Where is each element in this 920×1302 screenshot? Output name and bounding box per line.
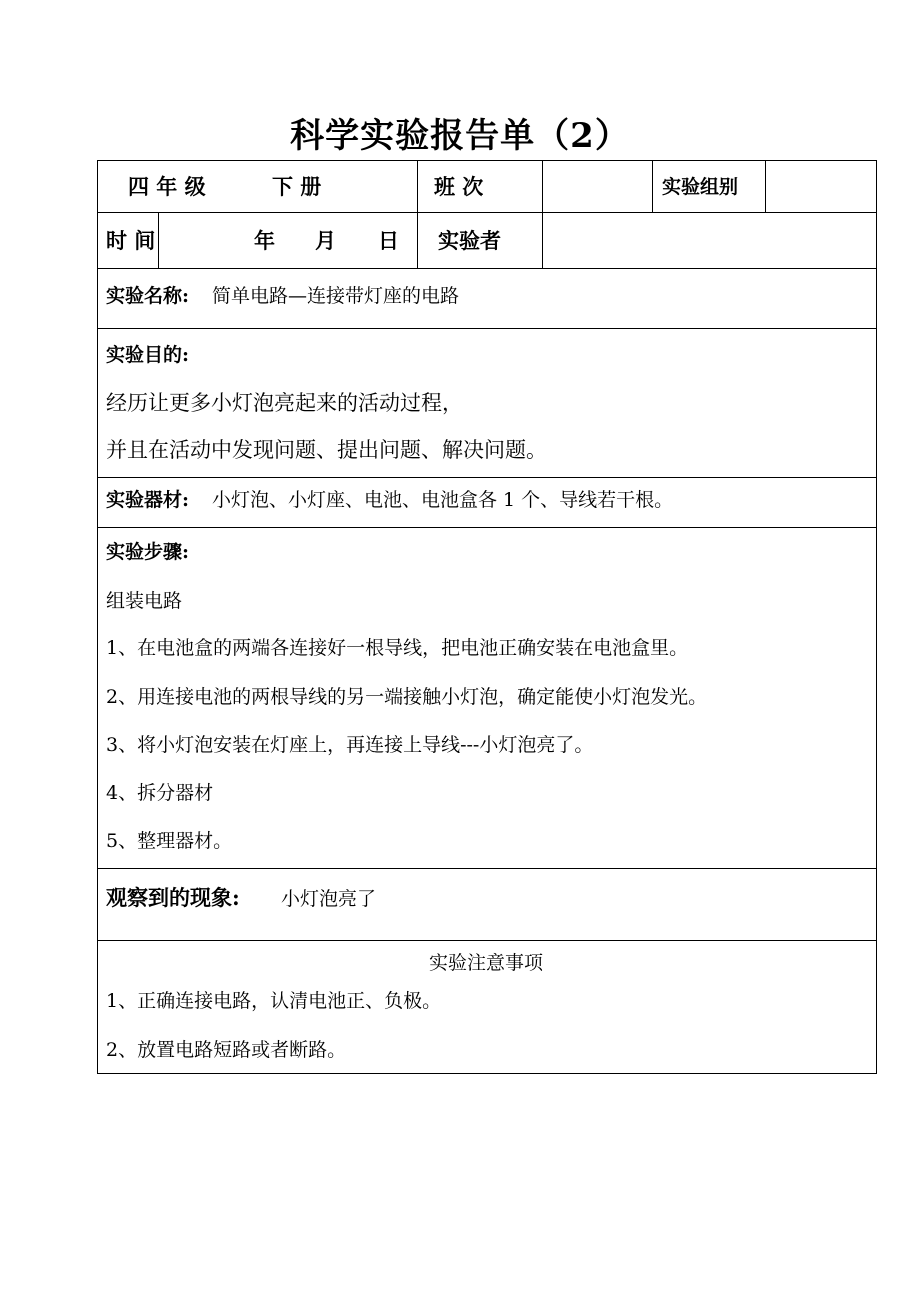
note-item: 2、放置电路短路或者断路。 — [106, 1039, 347, 1061]
col-divider — [417, 160, 418, 213]
row-divider — [97, 477, 877, 478]
col-divider — [652, 160, 653, 213]
observation-label: 观察到的现象: — [106, 885, 240, 910]
row-divider — [97, 868, 877, 869]
time-label: 时 间 — [106, 228, 156, 253]
volume-label: 下 册 — [272, 174, 322, 199]
purpose-line: 经历让更多小灯泡亮起来的活动过程， — [106, 391, 463, 415]
materials-label: 实验器材: — [106, 489, 190, 511]
note-item: 1、正确连接电路，认清电池正、负极。 — [106, 990, 442, 1012]
observation-value: 小灯泡亮了 — [281, 888, 377, 910]
steps-subtitle: 组装电路 — [106, 590, 183, 612]
experiment-name-label: 实验名称: — [106, 285, 190, 307]
col-divider — [542, 160, 543, 213]
day-label: 日 — [378, 228, 399, 253]
col-divider — [765, 160, 766, 213]
step-item: 3、将小灯泡安装在灯座上，再连接上导线---小灯泡亮了。 — [106, 734, 594, 756]
class-label: 班 次 — [434, 174, 484, 199]
grade-label: 四 年 级 — [128, 174, 206, 199]
page-title: 科学实验报告单（2） — [290, 116, 630, 156]
col-divider — [542, 212, 543, 269]
year-label: 年 — [254, 228, 275, 253]
step-item: 5、整理器材。 — [106, 830, 233, 852]
row-divider — [97, 328, 877, 329]
step-item: 4、拆分器材 — [106, 782, 214, 804]
experimenter-label: 实验者 — [438, 228, 501, 253]
row-divider — [97, 527, 877, 528]
row-divider — [97, 212, 877, 213]
purpose-label: 实验目的: — [106, 344, 190, 366]
purpose-line: 并且在活动中发现问题、提出问题、解决问题。 — [106, 438, 547, 462]
notes-title: 实验注意事项 — [428, 952, 543, 974]
row-divider — [97, 940, 877, 941]
experiment-name-value: 简单电路—连接带灯座的电路 — [212, 285, 460, 307]
col-divider — [158, 212, 159, 269]
materials-value: 小灯泡、小灯座、电池、电池盒各 1 个、导线若干根。 — [212, 489, 674, 511]
row-divider — [97, 268, 877, 269]
step-item: 1、在电池盒的两端各连接好一根导线，把电池正确安装在电池盒里。 — [106, 637, 689, 659]
steps-label: 实验步骤: — [106, 541, 190, 563]
col-divider — [417, 212, 418, 269]
group-label: 实验组别 — [662, 176, 739, 198]
month-label: 月 — [315, 228, 336, 253]
step-item: 2、用连接电池的两根导线的另一端接触小灯泡，确定能使小灯泡发光。 — [106, 686, 708, 708]
